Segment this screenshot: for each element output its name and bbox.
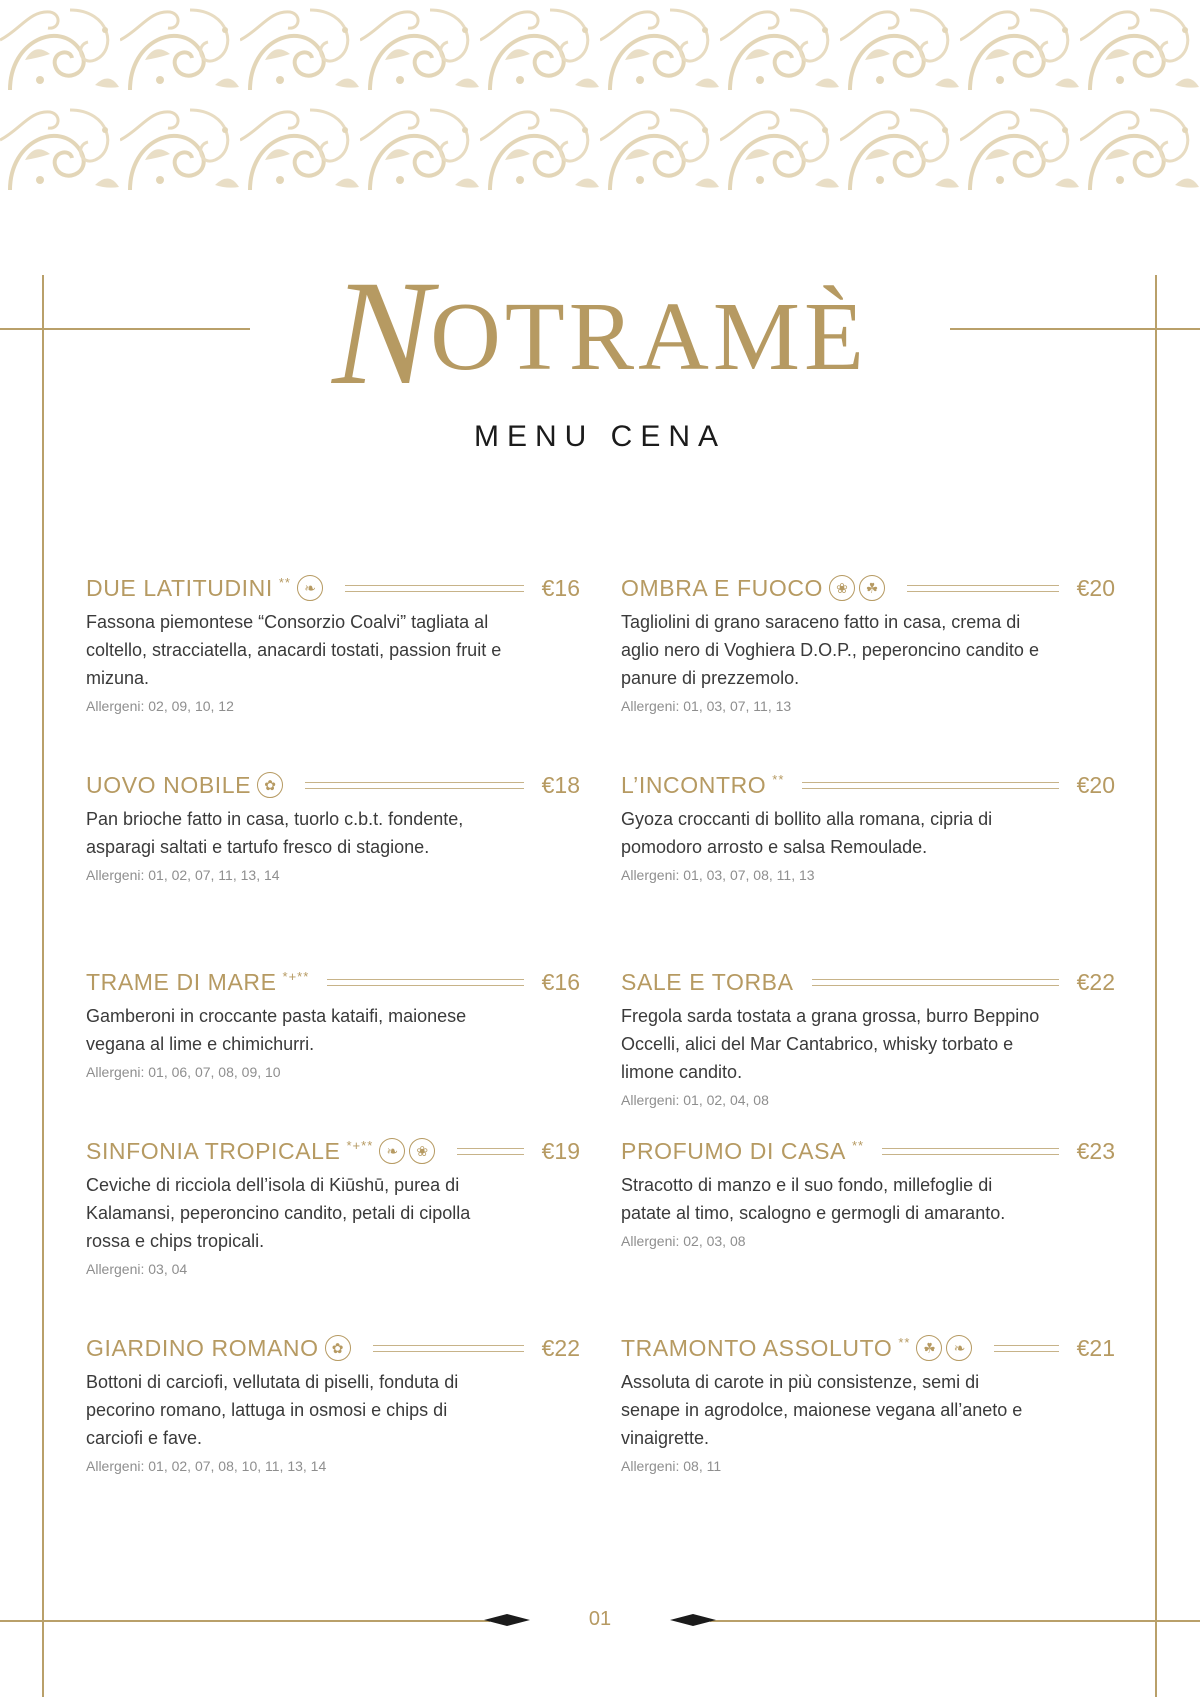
menu-item-allergens: Allergeni: 01, 06, 07, 08, 09, 10 [86,1064,281,1080]
menu-item-name: OMBRA E FUOCO [621,574,824,601]
menu-item-price: €22 [541,1334,580,1361]
vegan-icon: ✿ [325,1335,351,1361]
wheat-icon: ❧ [379,1138,405,1164]
menu-item [621,964,1115,1108]
menu-item-price: €23 [1076,1137,1115,1164]
menu-item-header [86,570,580,606]
logo-initial: N [332,250,437,416]
menu-item-divider [994,1345,1058,1352]
menu-item [86,767,580,883]
menu-item-divider [457,1148,523,1155]
menu-item-price: €22 [1076,968,1115,995]
menu-item [621,570,1115,714]
menu-item-header [86,1133,580,1169]
menu-item [86,964,580,1080]
menu-item-divider [802,782,1058,789]
damask-pattern [0,0,1200,200]
menu-item-allergens: Allergeni: 01, 03, 07, 08, 11, 13 [621,867,815,883]
menu-item-header [621,767,1115,803]
menu-item-header [621,1133,1115,1169]
menu-item-name: PROFUMO DI CASA [621,1137,846,1164]
menu-item [621,1133,1115,1249]
menu-item-description: Gyoza croccanti di bollito alla romana, cipria di pomodoro arrosto e salsa Remoulade. [621,809,993,857]
menu-item [621,767,1115,883]
menu-item-header [621,964,1115,1000]
menu-item-name: L’INCONTRO [621,771,767,798]
menu-item-stars: *+** [346,1137,374,1153]
menu-item-description: Assoluta di carote in più consistenze, semi di senape in agrodolce, maionese vegana all’aneto e vinaigrette. [621,1372,1023,1448]
menu-item-price: €16 [541,968,580,995]
menu-item-divider [907,585,1059,592]
menu-item-price: €19 [541,1137,580,1164]
menu-subtitle: MENU CENA [473,420,726,453]
menu-item-header [86,1330,580,1366]
menu-item-divider [305,782,524,789]
menu-item-name: UOVO NOBILE [86,771,252,798]
menu-item-name: TRAME DI MARE [86,968,277,995]
menu-item [86,570,580,714]
menu-item-price: €21 [1076,1334,1115,1361]
menu-item-stars: ** [278,574,291,590]
logo-rest: OTRAMÈ [430,283,868,391]
menu-item-stars: ** [851,1137,865,1153]
menu-item-stars: ** [772,771,785,787]
chili-icon: ❀ [409,1138,435,1164]
menu-item-allergens: Allergeni: 01, 02, 07, 11, 13, 14 [86,867,280,883]
menu-item-header [86,767,580,803]
menu-item-price: €16 [541,574,580,601]
restaurant-logo [0,250,1200,416]
menu-item-name: GIARDINO ROMANO [86,1334,319,1361]
menu-item-divider [812,979,1059,986]
menu-item-price: €18 [541,771,580,798]
menu-item-stars: *+** [282,968,310,984]
menu-item-icons [297,575,327,601]
menu-item [86,1330,580,1474]
menu-item-description: Bottoni di carciofi, vellutata di piselli, fonduta di pecorino romano, lattuga in osmosi e chips di carciofi e fave. [86,1372,459,1448]
menu-item-description: Gamberoni in croccante pasta kataifi, maionese vegana al lime e chimichurri. [86,1006,467,1054]
menu-item-description: Pan brioche fatto in casa, tuorlo c.b.t. fondente, asparagi saltati e tartufo fresco di stagione. [86,809,464,857]
wheat-icon: ❧ [297,575,323,601]
chili-icon: ❀ [829,575,855,601]
menu-item-description: Tagliolini di grano saraceno fatto in casa, crema di aglio nero di Voghiera D.O.P., peperoncino candito e panure di prezzemolo. [621,612,1039,688]
menu-item-icons [325,1335,355,1361]
leaf-icon: ☘ [916,1335,942,1361]
wheat-icon: ❧ [946,1335,972,1361]
menu-item-allergens: Allergeni: 02, 09, 10, 12 [86,698,234,714]
leaf-icon: ☘ [859,575,885,601]
menu-item-divider [345,585,524,592]
menu-item-price: €20 [1076,574,1115,601]
menu-item-description: Fassona piemontese “Consorzio Coalvi” tagliata al coltello, stracciatella, anacardi tostati, passion fruit e mizuna. [86,612,502,688]
page-number: 01 [588,1608,612,1630]
vegan-icon: ✿ [257,772,283,798]
menu-item-name: DUE LATITUDINI [86,574,273,601]
menu-item-name: TRAMONTO ASSOLUTO [621,1334,893,1361]
menu-item-icons [829,575,889,601]
menu-item-description: Fregola sarda tostata a grana grossa, burro Beppino Occelli, alici del Mar Cantabrico, whisky torbato e limone candito. [621,1006,1040,1082]
menu-item-allergens: Allergeni: 02, 03, 08 [621,1233,746,1249]
menu-item-allergens: Allergeni: 03, 04 [86,1261,188,1277]
menu-item-name: SINFONIA TROPICALE [86,1137,341,1164]
menu-item-divider [373,1345,524,1352]
menu-items [86,570,1116,1500]
menu-item-icons [257,772,287,798]
menu-item-divider [882,1148,1059,1155]
menu-item-allergens: Allergeni: 01, 03, 07, 11, 13 [621,698,792,714]
menu-item [621,1330,1115,1474]
menu-item-icons [379,1138,439,1164]
menu-item-header [86,964,580,1000]
menu-item-stars: ** [898,1334,911,1350]
frame-left-vertical [42,275,44,1697]
frame-right-vertical [1155,275,1157,1697]
menu-item-icons [916,1335,976,1361]
menu-item-allergens: Allergeni: 08, 11 [621,1458,722,1474]
menu-item [86,1133,580,1277]
menu-item-header [621,1330,1115,1366]
menu-item-name: SALE E TORBA [621,968,794,995]
menu-item-description: Ceviche di ricciola dell’isola di Kiūshū, purea di Kalamansi, peperoncino candito, petali di cipolla rossa e chips tropicali. [86,1175,471,1251]
menu-item-price: €20 [1076,771,1115,798]
menu-item-description: Stracotto di manzo e il suo fondo, millefoglie di patate al timo, scalogno e germogli di amaranto. [621,1175,1006,1223]
menu-item-divider [327,979,523,986]
menu-item-allergens: Allergeni: 01, 02, 07, 08, 10, 11, 13, 14 [86,1458,327,1474]
menu-item-header [621,570,1115,606]
menu-item-allergens: Allergeni: 01, 02, 04, 08 [621,1092,769,1108]
